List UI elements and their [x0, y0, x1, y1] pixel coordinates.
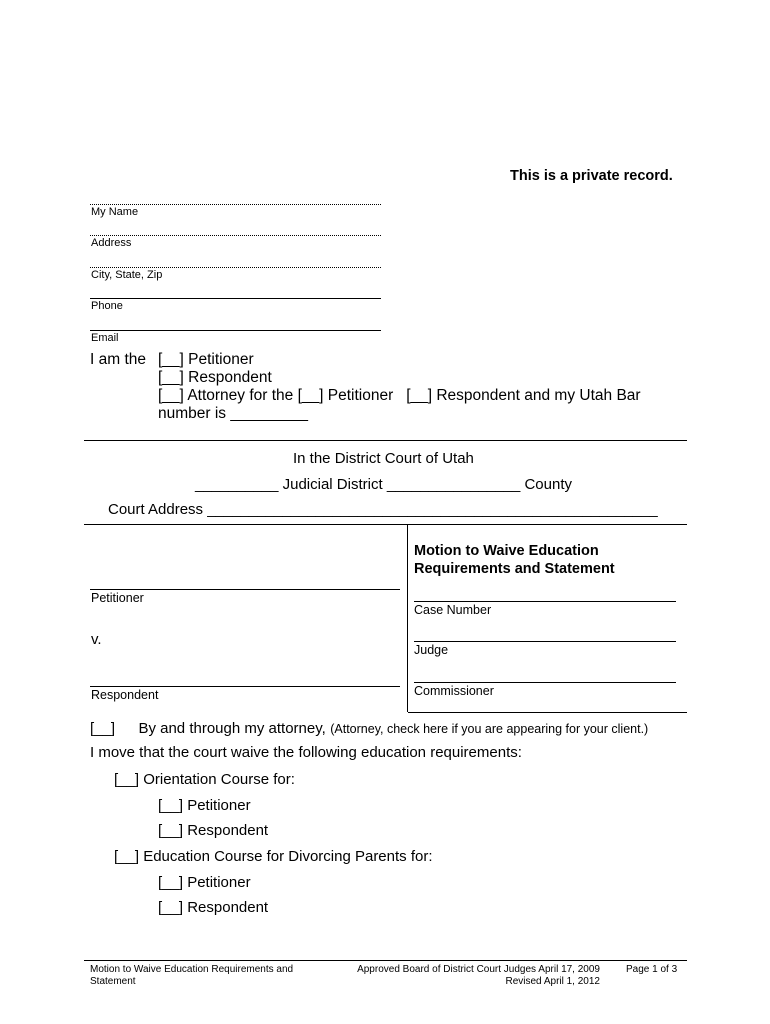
document-title-line1: Motion to Waive Education — [414, 543, 599, 559]
address-label: Address — [91, 237, 132, 249]
checkbox[interactable]: [__] — [158, 797, 184, 814]
caption-petitioner-label: Petitioner — [91, 591, 144, 605]
attorney-appearance-text: By and through my attorney, — [138, 720, 326, 737]
orientation-petitioner-option[interactable] — [158, 797, 251, 814]
attorney-appearance-note: (Attorney, check here if you are appearing for your client.) — [330, 722, 649, 736]
education-respondent-option[interactable] — [158, 899, 268, 916]
orientation-course-option[interactable] — [114, 771, 295, 788]
document-title-line2: Requirements and Statement — [414, 561, 615, 577]
education-petitioner-option[interactable] — [158, 874, 251, 891]
education-course-option[interactable] — [114, 848, 433, 865]
checkbox[interactable]: [__] — [158, 369, 184, 386]
my-name-label: My Name — [91, 206, 139, 218]
case-number-label: Case Number — [414, 603, 492, 617]
checkbox[interactable]: [__] — [158, 874, 184, 891]
footer-form-title — [90, 964, 293, 988]
i-am-the-label: I am the — [90, 351, 146, 368]
footer-rule — [84, 960, 687, 961]
checkbox[interactable]: [__] — [158, 351, 184, 368]
my-name-line[interactable] — [90, 204, 381, 205]
private-record-notice: This is a private record. — [510, 168, 673, 184]
education-respondent-label: Respondent — [187, 899, 269, 916]
checkbox[interactable]: [__] — [297, 387, 324, 404]
city-state-zip-label: City, State, Zip — [91, 269, 163, 281]
checkbox[interactable]: [__] — [114, 848, 140, 865]
footer-revised-date: Revised April 1, 2012 — [505, 976, 600, 987]
footer-approved-date: Approved Board of District Court Judges April 17, 2009 — [357, 964, 600, 975]
role-petitioner-option[interactable] — [158, 351, 254, 369]
email-line[interactable] — [90, 330, 381, 331]
commissioner-label: Commissioner — [414, 684, 494, 698]
checkbox[interactable]: [__] — [114, 771, 140, 788]
respondent-line[interactable] — [90, 686, 400, 687]
judge-label: Judge — [414, 643, 449, 657]
district-county-line — [195, 476, 572, 493]
checkbox[interactable]: [__] — [158, 822, 184, 839]
judge-line[interactable] — [414, 641, 676, 642]
orientation-respondent-option[interactable] — [158, 822, 268, 839]
education-petitioner-label: Petitioner — [187, 874, 251, 891]
court-address-line — [108, 501, 658, 518]
checkbox[interactable]: [__] — [406, 387, 433, 404]
footer-form-title-line1: Motion to Waive Education Requirements and — [90, 964, 294, 975]
orientation-course-label: Orientation Course for: — [143, 771, 295, 788]
attorney-for-the-label: Attorney for the — [187, 387, 294, 404]
email-label: Email — [91, 332, 119, 344]
caption-bottom-rule — [408, 712, 687, 713]
orientation-respondent-label: Respondent — [187, 822, 269, 839]
footer-page-number: Page 1 of 3 — [626, 964, 678, 975]
document-title — [414, 542, 615, 578]
footer-form-title-line2: Statement — [90, 976, 136, 987]
role-petitioner-label: Petitioner — [188, 351, 254, 368]
checkbox[interactable]: [__] — [90, 720, 116, 737]
phone-label: Phone — [91, 300, 123, 312]
phone-line[interactable] — [90, 298, 381, 299]
education-course-label: Education Course for Divorcing Parents for: — [143, 848, 433, 865]
attorney-petitioner-label: Petitioner — [327, 387, 394, 404]
checkbox[interactable]: [__] — [158, 899, 184, 916]
commissioner-line[interactable] — [414, 682, 676, 683]
petitioner-line[interactable] — [90, 589, 400, 590]
footer-approval — [340, 964, 600, 988]
caption-top-rule — [84, 524, 687, 525]
versus-label: v. — [91, 631, 102, 648]
motion-statement: I move that the court waive the following education requirements: — [90, 744, 522, 761]
court-name: In the District Court of Utah — [293, 450, 474, 467]
role-respondent-option[interactable] — [158, 369, 272, 387]
city-state-zip-line[interactable] — [90, 267, 381, 268]
divider — [84, 440, 687, 441]
bar-number-field[interactable]: number is _________ — [158, 405, 308, 422]
orientation-petitioner-label: Petitioner — [187, 797, 251, 814]
county-blank[interactable]: ________________ — [386, 476, 521, 493]
district-blank[interactable]: __________ — [195, 476, 279, 493]
court-address-blank[interactable]: ______________________________________________________ — [207, 501, 658, 518]
attorney-respondent-label: Respondent and my Utah Bar — [436, 387, 641, 404]
case-number-line[interactable] — [414, 601, 676, 602]
role-respondent-label: Respondent — [188, 369, 272, 386]
county-label: County — [524, 476, 572, 493]
caption-respondent-label: Respondent — [91, 688, 159, 702]
attorney-appearance-option[interactable] — [90, 720, 648, 738]
caption-divider — [407, 524, 408, 712]
address-line[interactable] — [90, 235, 381, 236]
judicial-district-label: Judicial District — [282, 476, 383, 493]
court-address-label: Court Address — [108, 501, 204, 518]
checkbox[interactable]: [__] — [158, 387, 184, 404]
role-attorney-option[interactable] — [158, 387, 641, 405]
